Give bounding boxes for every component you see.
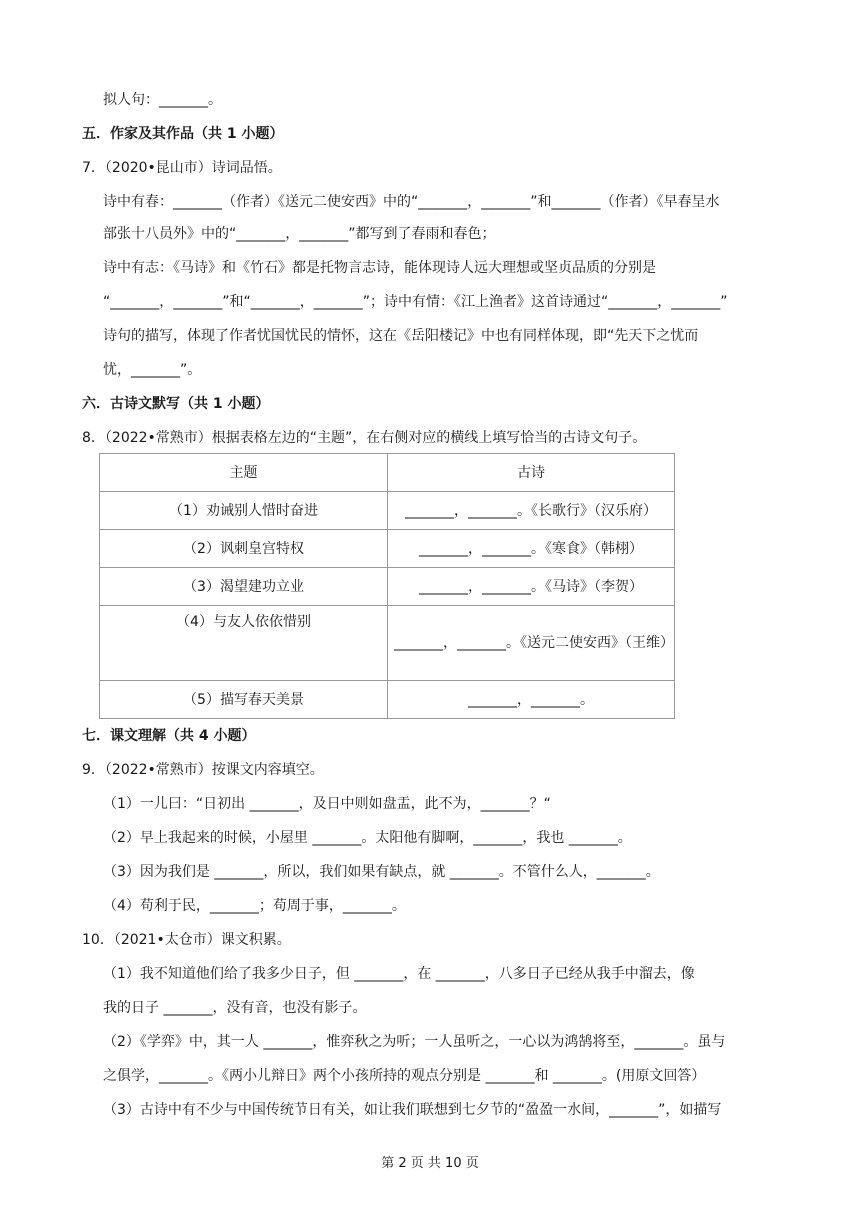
table-cell-theme: （3）渴望建功立业 (100, 568, 388, 606)
table-header-row (100, 454, 675, 492)
question-9-item-1: （1）一儿曰：“日初出 _______，及日中则如盘盂，此不为，_______？“ (103, 796, 551, 812)
question-10-item-2-line-2: 之俱学，_______。《两小儿辩日》两个小孩所持的观点分别是 _______和 _______。(用原文回答） (103, 1068, 706, 1084)
question-7-line-2: 部张十八员外》中的“_______，_______”都写到了春雨和春色； (103, 226, 496, 242)
question-7-line-4: “_______，_______”和“_______，_______”；诗中有情：《江上渔者》这首诗通过“_______，_______” (103, 294, 728, 310)
section-heading-six: 六．古诗文默写（共 1 小题） (82, 396, 270, 412)
question-10-item-1-line-1: （1）我不知道他们给了我多少日子，但 _______，在 _______，八多日子已经从我手中溜去，像 (103, 966, 695, 982)
question-10-item-3-line-1: （3）古诗中有不少与中国传统节日有关，如让我们联想到七夕节的“盈盈一水间，_______”，如描写 (103, 1102, 722, 1118)
table-cell-poem: _______，_______。 (388, 681, 675, 719)
poetry-table (99, 453, 675, 719)
question-10-title: 10．（2021•太仓市）课文积累。 (82, 932, 291, 948)
question-10-item-2-line-1: （2）《学弈》中，其一人 _______，惟弈秋之为听；一人虽听之，一心以为鸿鹄将至，_______。虽与 (103, 1034, 726, 1050)
table-row (100, 681, 675, 719)
table-cell-poem: _______，_______。《马诗》（李贺） (388, 568, 675, 606)
table-header-theme: 主题 (100, 454, 388, 492)
question-10-item-1-line-2: 我的日子 _______，没有音，也没有影子。 (103, 1000, 367, 1016)
table-row (100, 568, 675, 606)
question-9-item-3: （3）因为我们是 _______，所以，我们如果有缺点，就 _______。不管什么人，_______。 (103, 864, 660, 880)
page-footer: 第 2 页 共 10 页 (381, 1156, 479, 1171)
question-9-title: 9．（2022•常熟市）按课文内容填空。 (82, 762, 324, 778)
question-8-title: 8．（2022•常熟市）根据表格左边的“主题”，在右侧对应的横线上填写恰当的古诗文句子。 (82, 430, 647, 446)
table-cell-poem: _______，_______。《寒食》（韩栩） (388, 530, 675, 568)
table-cell-theme: （1）劝诫别人惜时奋进 (100, 492, 388, 530)
table-row (100, 530, 675, 568)
section-heading-five: 五．作家及其作品（共 1 小题） (82, 126, 284, 142)
table-cell-theme: （2）讽刺皇宫特权 (100, 530, 388, 568)
question-7-line-6: 忧，_______”。 (103, 362, 202, 378)
table-cell-poem: _______，_______。《送元二使安西》（王维） (388, 606, 675, 681)
question-9-item-4: （4）苟利于民，_______；苟周于事，_______。 (103, 898, 406, 914)
question-7-title: 7．（2020•昆山市）诗词品悟。 (82, 160, 282, 176)
table-cell-theme: （4）与友人依依惜别 (100, 606, 388, 681)
question-7-line-1: 诗中有春：_______（作者）《送元二使安西》中的“_______，_______”和_______（作者）《早春呈水 (103, 194, 720, 210)
table-row (100, 606, 675, 681)
table-row (100, 492, 675, 530)
question-7-line-5: 诗句的描写，体现了作者忧国忧民的情怀，这在《岳阳楼记》中也有同样体现，即“先天下之忧而 (103, 328, 699, 344)
personification-line: 拟人句：_______。 (103, 92, 222, 108)
table-header-poem: 古诗 (388, 454, 675, 492)
table-cell-theme: （5）描写春天美景 (100, 681, 388, 719)
question-9-item-2: （2）早上我起来的时候，小屋里 _______。太阳他有脚啊，_______，我也 _______。 (103, 830, 632, 846)
table-cell-poem: _______，_______。《长歌行》（汉乐府） (388, 492, 675, 530)
section-heading-seven: 七．课文理解（共 4 小题） (82, 728, 256, 744)
question-7-line-3: 诗中有志：《马诗》和《竹石》都是托物言志诗，能体现诗人远大理想或坚贞品质的分别是 (103, 260, 656, 276)
